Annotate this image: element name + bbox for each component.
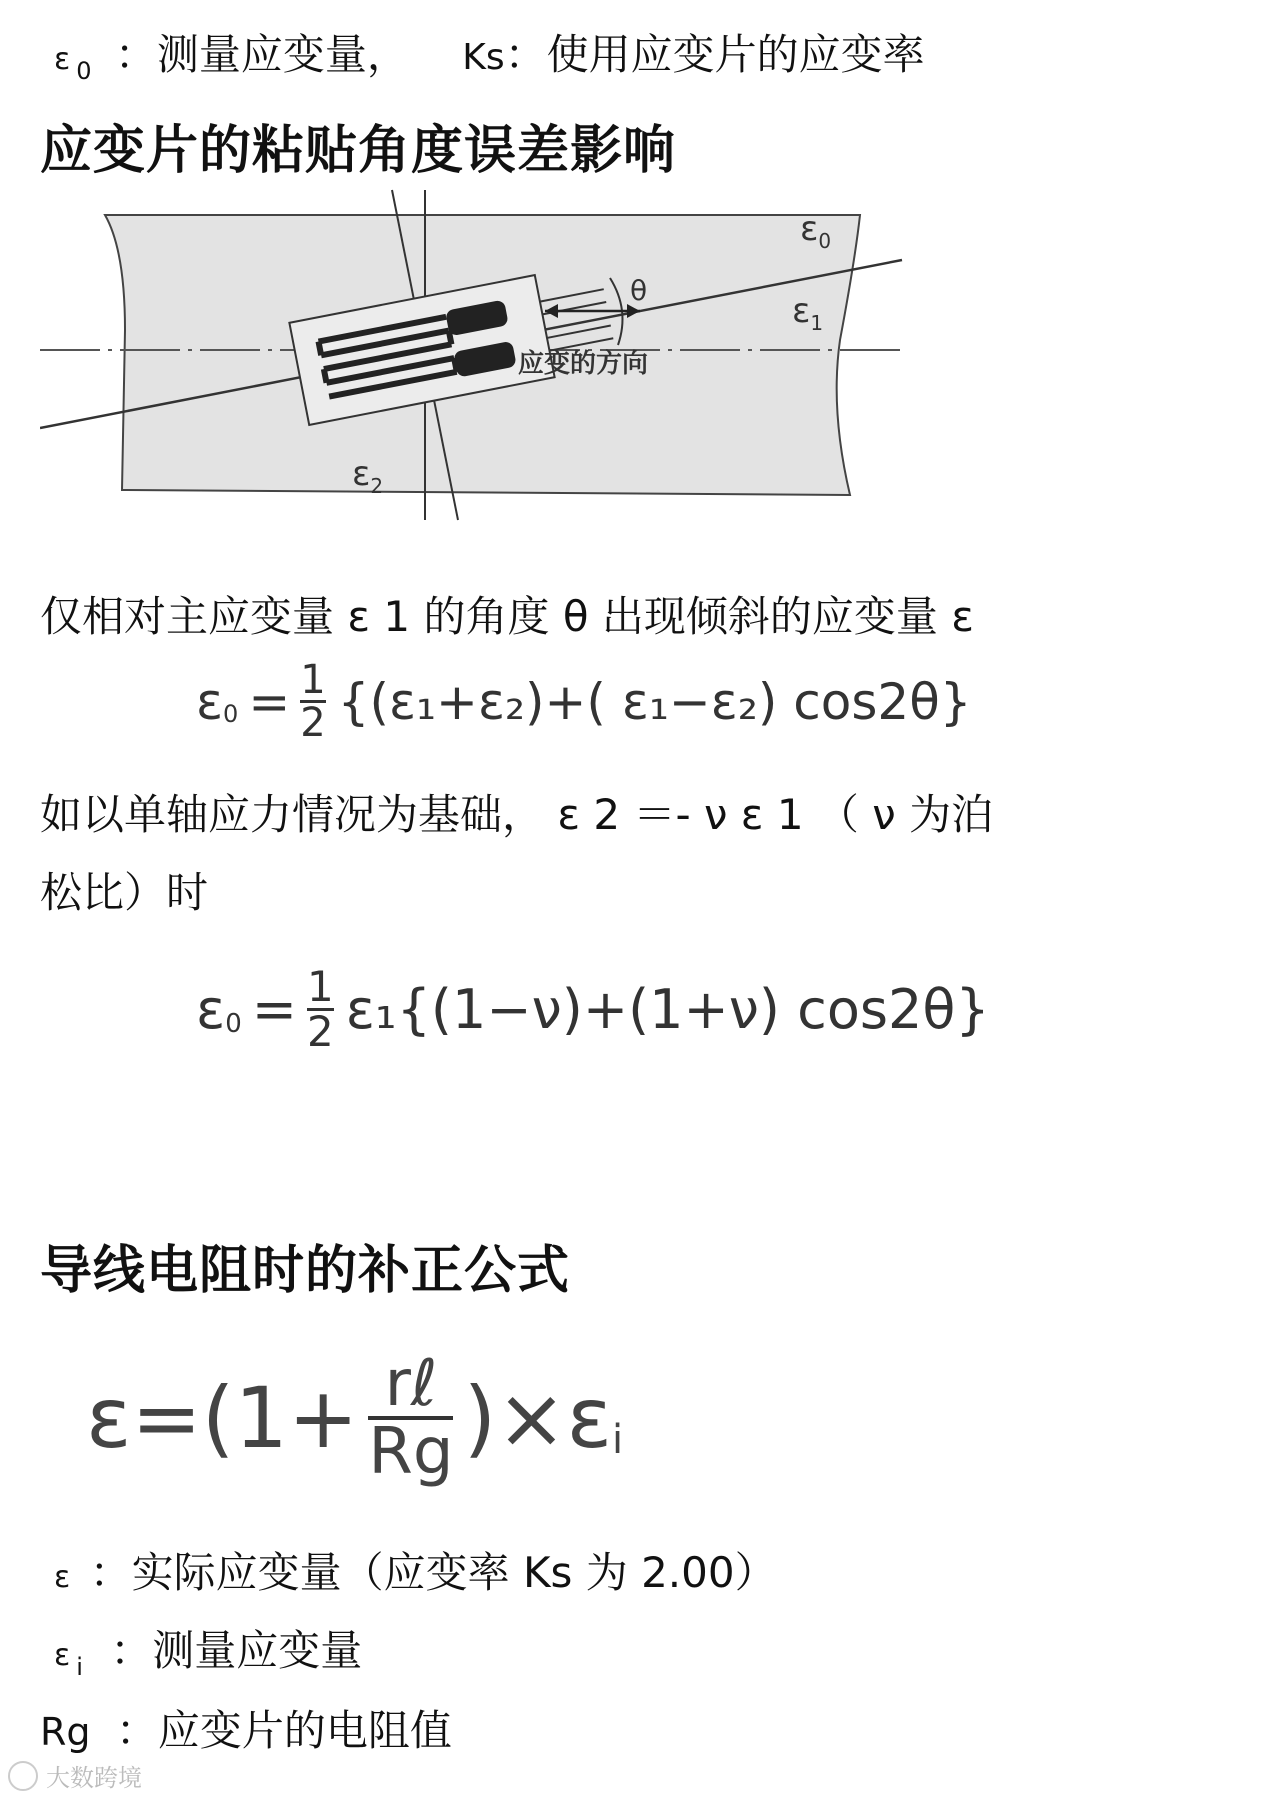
strain-direction-label: 应变的方向 [518, 349, 649, 379]
watermark-text: 大数跨境 [46, 1764, 142, 1792]
f2-denominator: 2 [307, 1007, 334, 1056]
def2-description: 测量应变量 [152, 1626, 363, 1675]
f3-rhs: )×ε [463, 1369, 613, 1467]
formula-lead-wire [86, 1347, 624, 1489]
f3-rhs-sub: i [612, 1417, 624, 1463]
strain-gauge-diagram [40, 180, 1040, 560]
definition-gauge-resistance [40, 1706, 452, 1755]
eps0-label: $\varepsilon_0$ [800, 209, 832, 253]
ks-symbol: Ks [462, 37, 505, 78]
formula-eps0-uniaxial [196, 962, 990, 1056]
def3-description: 应变片的电阻值 [157, 1706, 452, 1755]
def2-symbol: ε [54, 1638, 71, 1673]
definition-measured-strain [54, 1626, 363, 1681]
f2-lhs: ε [196, 978, 226, 1041]
paragraph-inclined-strain: 仅相对主应变量 ε 1 的角度 θ 出现倾斜的应变量 ε [40, 592, 974, 641]
paragraph-uniaxial-line2: 松比）时 [40, 868, 209, 917]
def2-subscript: i [76, 1653, 83, 1681]
f1-lhs: ε [196, 672, 224, 731]
eps2-label: $\varepsilon_2$ [352, 454, 384, 498]
f1-eq: = [248, 672, 291, 731]
eps1-label: $\varepsilon_1$ [792, 291, 824, 335]
def3-colon: ： [115, 1706, 158, 1755]
heading-lead-wire-correction: 导线电阻时的补正公式 [40, 1241, 571, 1301]
heading-angle-error: 应变片的粘贴角度误差影响 [40, 121, 677, 181]
f1-denominator: 2 [300, 700, 326, 746]
eps0-subscript: 0 [76, 57, 92, 85]
watermark [8, 1758, 142, 1793]
f1-fraction [300, 657, 326, 746]
f3-fraction [368, 1347, 454, 1489]
f3-denominator: Rg [368, 1415, 454, 1489]
line-eps0-definition [54, 30, 925, 85]
paragraph-uniaxial-line1: 如以单轴应力情况为基础， ε 2 ＝- ν ε 1 （ ν 为泊 [40, 790, 994, 839]
def1-symbol: ε [54, 1560, 71, 1595]
f2-lhs-sub: 0 [225, 1008, 242, 1039]
f2-numerator: 1 [307, 962, 334, 1011]
f1-body: {(ε₁+ε₂)+( ε₁−ε₂) cos2θ} [337, 672, 972, 731]
f1-numerator: 1 [300, 657, 326, 703]
ks-description: ：使用应变片的应变率 [504, 30, 925, 79]
eps0-symbol: ε [54, 42, 71, 77]
formula-eps0-general [196, 657, 972, 746]
eps0-description: 测量应变量， [156, 30, 409, 79]
f3-lhs: ε=(1+ [86, 1369, 359, 1467]
f3-numerator: rℓ [384, 1347, 438, 1421]
def3-symbol: Rg [40, 1710, 91, 1754]
def1-colon: ： [89, 1548, 132, 1597]
theta-label: θ [630, 274, 648, 307]
f2-fraction [307, 962, 334, 1056]
f2-body: ε₁{(1−ν)+(1+ν) cos2θ} [345, 978, 990, 1041]
def1-description: 实际应变量（应变率 Ks 为 2.00） [131, 1548, 777, 1597]
eps0-colon: ： [114, 30, 157, 79]
f1-lhs-sub: 0 [223, 699, 239, 728]
def2-colon: ： [110, 1626, 153, 1675]
f2-eq: = [251, 978, 297, 1041]
watermark-logo-icon [8, 1761, 38, 1791]
definition-actual-strain [54, 1548, 777, 1597]
